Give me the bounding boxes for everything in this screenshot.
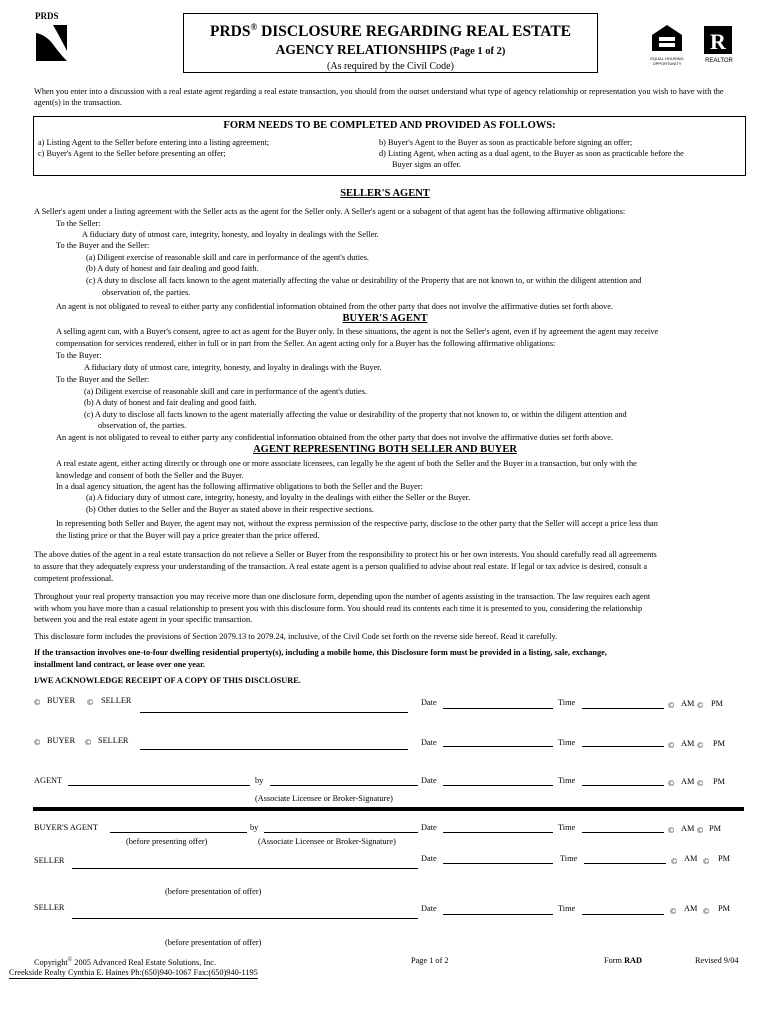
- body-p4-line1: If the transaction involves one-to-four dwelling residential property(s), including a mobile home, this Disclosure form must be provided in a listing, sale, exchange,: [34, 648, 607, 657]
- buyers-agent-pm-label: PM: [709, 824, 721, 833]
- sig2-pm-checkbox[interactable]: ©: [697, 741, 704, 750]
- seller2-am-checkbox[interactable]: ©: [670, 907, 677, 916]
- realtor-label: REALTOR: [705, 58, 733, 65]
- seller2-time-field[interactable]: [582, 914, 664, 915]
- buyers-agent-am-label: AM: [681, 824, 695, 833]
- sellers-duty-a: (a) Diligent exercise of reasonable skill and care in performance of the agent's duties.: [86, 253, 370, 262]
- title-line-2: AGENCY RELATIONSHIPS (Page 1 of 2): [275, 42, 506, 58]
- sig1-date-field[interactable]: [443, 708, 553, 709]
- dual-intro: A real estate agent, either acting directly or through one or more associate licensees, can legally be the agent of both the Seller and the Buyer in a transaction, but only with the: [56, 459, 637, 468]
- seller2-label: SELLER: [34, 903, 65, 912]
- body-p2-line3: between you and the real estate agent in your specific transaction.: [34, 615, 253, 624]
- sig1-date-label: Date: [421, 698, 437, 707]
- footer-form-code: Form RAD: [604, 956, 643, 965]
- agent-time-field[interactable]: [582, 785, 664, 786]
- agent-time-label: Time: [558, 776, 576, 785]
- seller1-before-caption: (before presentation of offer): [165, 887, 262, 896]
- sig2-buyer-label: BUYER: [47, 736, 76, 745]
- sellers-not-obligated: An agent is not obligated to reveal to either party any confidential information obtained from the other party that does not involve the affirmative duties set forth above.: [56, 302, 613, 311]
- seller1-date-label: Date: [421, 854, 437, 863]
- sig2-time-label: Time: [558, 738, 576, 747]
- sellers-duty-c: (c) A duty to disclose all facts known to the agent materially affecting the value or desirability of the Property that are not known to, or within the diligent attention and: [86, 276, 642, 285]
- sig2-buyer-checkbox[interactable]: ©: [34, 738, 41, 747]
- dual-agent-heading: AGENT REPRESENTING BOTH SELLER AND BUYER: [253, 444, 517, 455]
- sig2-am-checkbox[interactable]: ©: [668, 741, 675, 750]
- agent-label: AGENT: [34, 776, 63, 785]
- sig2-date-field[interactable]: [443, 746, 553, 747]
- buyers-agent-time-label: Time: [558, 823, 576, 832]
- svg-text:R: R: [710, 29, 726, 54]
- seller2-time-label: Time: [558, 904, 576, 913]
- sellers-to-both: To the Buyer and the Seller:: [56, 241, 150, 250]
- dual-duty-a: (a) A fiduciary duty of utmost care, integrity, honesty, and loyalty in the dealings with either the Seller or the Buyer.: [86, 493, 471, 502]
- buyers-agent-by-label: by: [250, 823, 259, 832]
- buyers-agent-am-checkbox[interactable]: ©: [668, 826, 675, 835]
- buyers-duty-b: (b) A duty of honest and fair dealing and good faith.: [84, 398, 257, 407]
- buyers-agent-heading: BUYER'S AGENT: [342, 313, 428, 324]
- agent-pm-label: PM: [713, 777, 725, 786]
- body-p2-line1: Throughout your real property transaction you may receive more than one disclosure form, depending upon the number of agents assisting in the transaction. The law requires each agent: [34, 592, 651, 601]
- sellers-agent-heading: SELLER'S AGENT: [340, 188, 430, 199]
- title-box: [183, 13, 598, 73]
- body-p4-line2: installment land contract, or lease over one year.: [34, 660, 206, 669]
- sig1-time-field[interactable]: [582, 708, 664, 709]
- sellers-duty-c-cont: observation of, the parties.: [102, 288, 191, 297]
- buyers-agent-time-field[interactable]: [582, 832, 664, 833]
- seller2-pm-checkbox[interactable]: ©: [703, 907, 710, 916]
- intro-paragraph: When you enter into a discussion with a real estate agent regarding a real estate transaction, you should from the outset understand what type of agency relationship or representation you wish to have with the agent(s) in the transaction.: [34, 87, 724, 108]
- buyers-agent-pm-checkbox[interactable]: ©: [697, 826, 704, 835]
- agent-date-field[interactable]: [443, 785, 553, 786]
- sig1-seller-checkbox[interactable]: ©: [87, 698, 94, 707]
- buyers-duty-c-cont: observation of, the parties.: [98, 421, 187, 430]
- sig1-buyer-label: BUYER: [47, 696, 76, 705]
- title-line-1: PRDS® DISCLOSURE REGARDING REAL ESTATE: [209, 22, 572, 41]
- dual-intro-cont: knowledge and consent of both the Seller and the Buyer.: [56, 471, 244, 480]
- sig2-time-field[interactable]: [582, 746, 664, 747]
- buyers-agent-signature-field[interactable]: [264, 832, 418, 833]
- seller1-time-field[interactable]: [584, 863, 666, 864]
- body-p2-line2: with whom you have more than a casual relationship to present you with this disclosure form. You should read its contents each time it is presented to you, considering the relationship: [34, 604, 643, 613]
- realtor-icon: [701, 25, 737, 65]
- prds-logo: [33, 11, 69, 63]
- form-box-item-c: c) Buyer's Agent to the Seller before presenting an offer;: [38, 149, 226, 158]
- seller1-pm-checkbox[interactable]: ©: [703, 857, 710, 866]
- footer-brokerage: Creekside Realty Cynthia E. Haines Ph:(650)940-1067 Fax:(650)940-1195: [9, 967, 258, 979]
- sellers-agent-intro: A Seller's agent under a listing agreement with the Seller acts as the agent for the Seller only. A Seller's agent or a subagent of that agent has the following affirmative obligations:: [34, 207, 626, 216]
- buyers-agent-date-field[interactable]: [443, 832, 553, 833]
- dual-representing-cont: the listing price or that the Buyer will pay a price greater than the price offered.: [56, 531, 320, 540]
- buyers-not-obligated: An agent is not obligated to reveal to either party any confidential information obtained from the other party that does not involve the affirmative duties set forth above.: [56, 433, 613, 442]
- buyers-to-both: To the Buyer and the Seller:: [56, 375, 150, 384]
- seller1-signature-line[interactable]: [72, 868, 418, 869]
- sig2-pm-label: PM: [713, 739, 725, 748]
- seller1-label: SELLER: [34, 856, 65, 865]
- buyers-agent-intro: A selling agent can, with a Buyer's consent, agree to act as agent for the Buyer only. In these situations, the agent is not the Seller's agent, even if by agreement the agent may receive: [56, 327, 659, 336]
- sig1-pm-label: PM: [711, 699, 723, 708]
- buyers-fiduciary: A fiduciary duty of utmost care, integrity, honesty, and loyalty in dealings with the Buyer.: [84, 363, 382, 372]
- sig1-seller-label: SELLER: [101, 696, 132, 705]
- eho-label: EQUAL HOUSING OPPORTUNITY: [650, 56, 684, 67]
- buyers-agent-associate-caption: (Associate Licensee or Broker-Signature): [258, 837, 396, 846]
- agent-date-label: Date: [421, 776, 437, 785]
- body-p1-line2: to assure that they adequately express your understanding of the transaction. A real estate agent is a person qualified to advise about real estate. If legal or tax advice is desired, consult a: [34, 562, 648, 571]
- seller1-am-label: AM: [684, 854, 698, 863]
- sig1-time-label: Time: [558, 698, 576, 707]
- form-box-heading: FORM NEEDS TO BE COMPLETED AND PROVIDED AS FOLLOWS:: [223, 120, 556, 131]
- agent-associate-caption: (Associate Licensee or Broker-Signature): [255, 794, 393, 803]
- buyers-agent-intro-cont: compensation for services rendered, either in full or in part from the Seller. An agent acting only for a Buyer has the following affirmative obligations:: [56, 339, 556, 348]
- seller1-pm-label: PM: [718, 854, 730, 863]
- agent-am-checkbox[interactable]: ©: [668, 779, 675, 788]
- form-box-item-a: a) Listing Agent to the Seller before entering into a listing agreement;: [38, 138, 270, 147]
- sig1-buyer-checkbox[interactable]: ©: [34, 698, 41, 707]
- form-box-item-b: b) Buyer's Agent to the Buyer as soon as practicable before signing an offer;: [379, 138, 633, 147]
- sellers-to-seller: To the Seller:: [56, 219, 101, 228]
- form-requirements-box: [33, 116, 746, 176]
- form-box-item-d-cont: Buyer signs an offer.: [392, 160, 461, 169]
- agent-signature-field[interactable]: [270, 785, 418, 786]
- equal-housing-icon: [648, 23, 686, 67]
- section-divider: [33, 807, 744, 811]
- seller2-date-label: Date: [421, 904, 437, 913]
- sig2-seller-label: SELLER: [98, 736, 129, 745]
- agent-pm-checkbox[interactable]: ©: [697, 779, 704, 788]
- seller2-before-caption: (before presentation of offer): [165, 938, 262, 947]
- body-p1-line1: The above duties of the agent in a real estate transaction do not relieve a Seller or Buyer from the responsibility to protect his or her own interests. You should carefully read all agreements: [34, 550, 657, 559]
- buyers-agent-label: BUYER'S AGENT: [34, 823, 98, 832]
- body-p1-line3: competent professional.: [34, 574, 114, 583]
- seller2-date-field[interactable]: [443, 914, 553, 915]
- sig2-date-label: Date: [421, 738, 437, 747]
- acknowledge-heading: I/WE ACKNOWLEDGE RECEIPT OF A COPY OF THIS DISCLOSURE.: [34, 676, 301, 685]
- logo-text: PRDS: [35, 11, 59, 21]
- dual-representing: In representing both Seller and Buyer, the agent may not, without the express permission of the respective party, disclose to the other party that the Seller will accept a price less than: [56, 519, 658, 528]
- seller2-pm-label: PM: [718, 904, 730, 913]
- seller1-am-checkbox[interactable]: ©: [671, 857, 678, 866]
- seller1-date-field[interactable]: [443, 863, 553, 864]
- footer-page-number: Page 1 of 2: [411, 956, 449, 965]
- agent-am-label: AM: [681, 777, 695, 786]
- sig2-am-label: AM: [681, 739, 695, 748]
- footer-copyright: Copyright© 2005 Advanced Real Estate Solutions, Inc.: [34, 957, 217, 967]
- sig1-pm-checkbox[interactable]: ©: [697, 701, 704, 710]
- sellers-fiduciary: A fiduciary duty of utmost care, integrity, honesty, and loyalty in dealings with the Seller.: [82, 230, 379, 239]
- buyers-agent-date-label: Date: [421, 823, 437, 832]
- buyers-to-buyer: To the Buyer:: [56, 351, 102, 360]
- buyers-agent-name-field[interactable]: [110, 832, 247, 833]
- buyers-duty-c: (c) A duty to disclose all facts known to the agent materially affecting the value or desirability of the property that not known to, or within the diligent attention and: [84, 410, 627, 419]
- dual-obligations: In a dual agency situation, the agent has the following affirmative obligations to both the Seller and the Buyer:: [56, 482, 423, 491]
- body-p3: This disclosure form includes the provisions of Section 2079.13 to 2079.24, inclusive, of the Civil Code set forth on the reverse side hereof. Read it carefully.: [34, 632, 558, 641]
- dual-duty-b: (b) Other duties to the Seller and the Buyer as stated above in their respective sections.: [86, 505, 374, 514]
- form-box-item-d: d) Listing Agent, when acting as a dual agent, to the Buyer as soon as practicable before the: [379, 149, 684, 158]
- agent-by-label: by: [255, 776, 264, 785]
- footer-revised: Revised 9/04: [695, 956, 739, 965]
- sig2-signature-line[interactable]: [140, 749, 408, 750]
- title-line-3: (As required by the Civil Code): [327, 61, 454, 73]
- buyers-agent-before-caption: (before presenting offer): [126, 837, 208, 846]
- seller2-signature-line[interactable]: [72, 918, 418, 919]
- buyers-duty-a: (a) Diligent exercise of reasonable skill and care in performance of the agent's duties.: [84, 387, 368, 396]
- seller2-am-label: AM: [684, 904, 698, 913]
- sig2-seller-checkbox[interactable]: ©: [85, 738, 92, 747]
- sellers-duty-b: (b) A duty of honest and fair dealing and good faith.: [86, 264, 259, 273]
- sig1-signature-line[interactable]: [140, 712, 408, 713]
- seller1-time-label: Time: [560, 854, 578, 863]
- sig1-am-label: AM: [681, 699, 695, 708]
- sig1-am-checkbox[interactable]: ©: [668, 701, 675, 710]
- agent-name-field[interactable]: [68, 785, 250, 786]
